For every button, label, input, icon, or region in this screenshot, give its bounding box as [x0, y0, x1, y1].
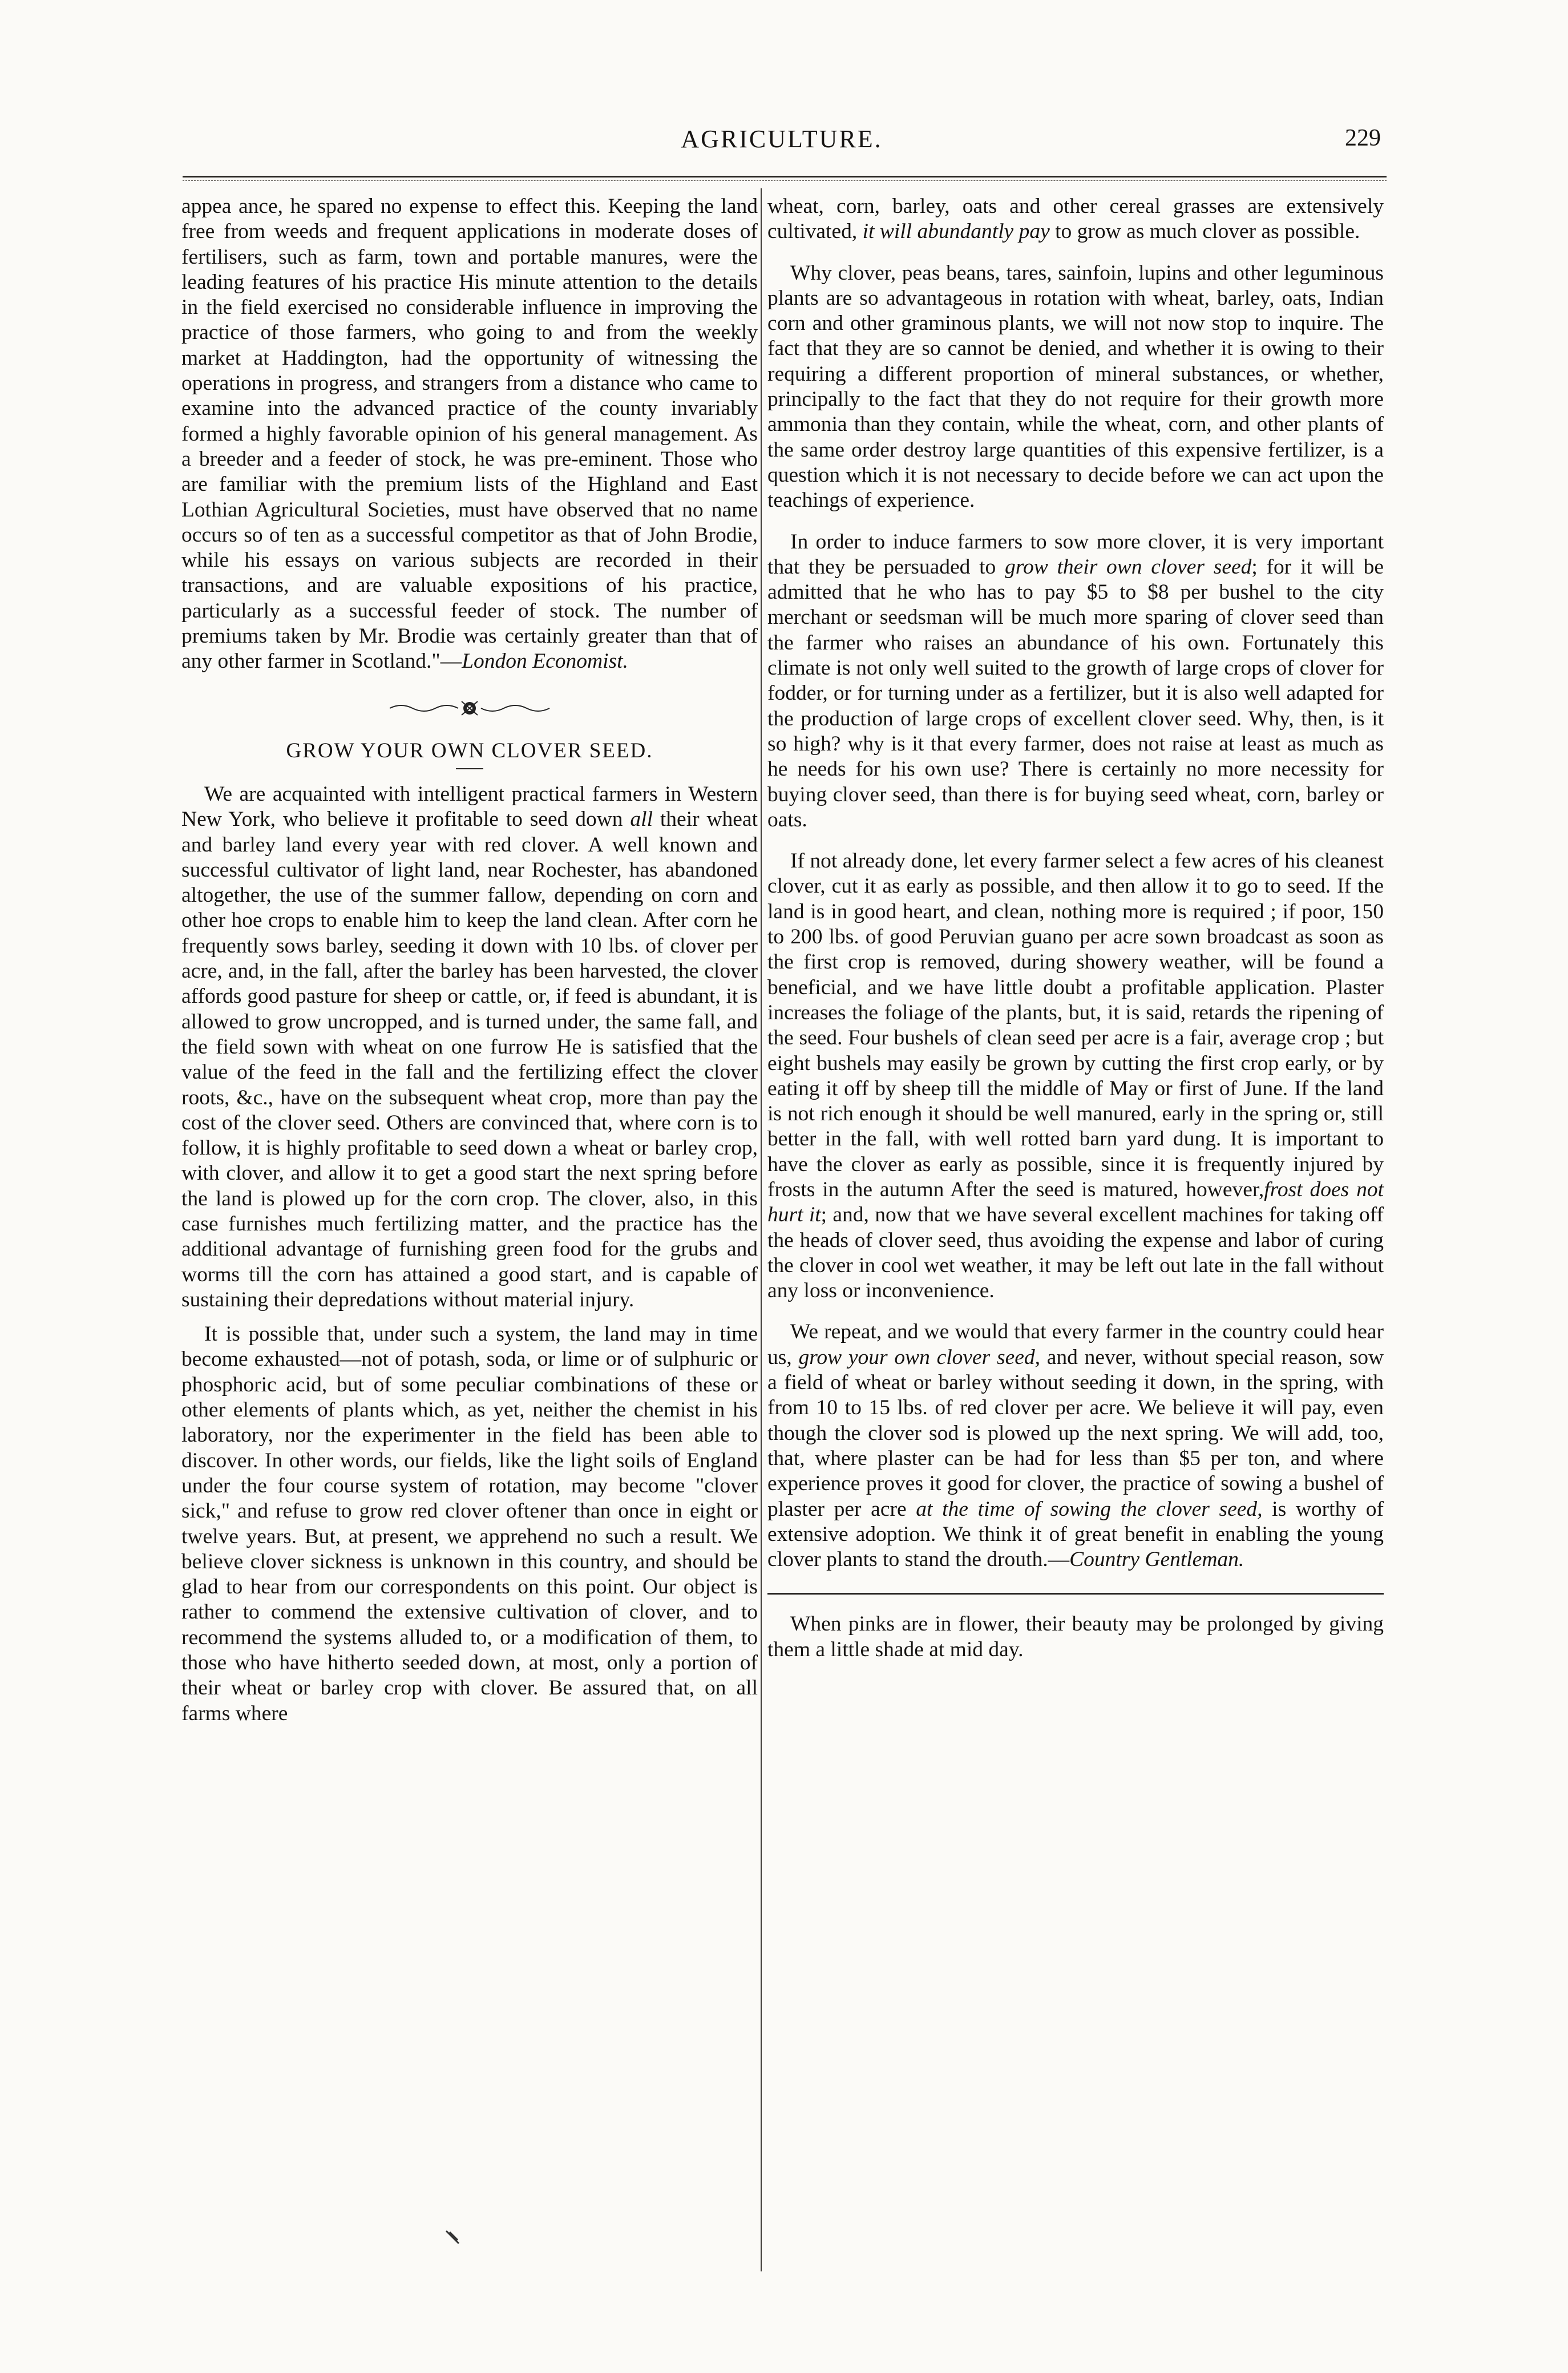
source-credit: London Economist. — [462, 649, 628, 673]
continuation-text: appea ance, he spared no expense to effect this. Keeping the land free from weeds and frequent applications in moderate doses of fertilisers, such as farm, town and portable manures, were the leading features of his practice His minute attention to the details in the field exercised no considerable influence in improving the practice of those farmers, who going to and from the weekly market at Haddington, had the opportunity of witnessing the operations in progress, and strangers from a distance who came to examine into the advanced practice of the county invariably formed a highly favorable opinion of his general management. As a breeder and a feeder of stock, he was pre-eminent. Those who are familiar with the premium lists of the Highland and East Lothian Agricultural Societies, must have observed that no name occurs so of ten as a successful competitor as that of John Brodie, while his essays on various subjects are recorded in their transactions, and are valuable expositions of his practice, particularly as a successful feeder of stock. The number of premiums taken by Mr. Brodie was certainly greater than that of any other farmer in Scotland."— — [181, 195, 758, 673]
emphasis-text: grow their own clover seed — [1005, 555, 1252, 579]
column-divider — [761, 188, 762, 2271]
paragraph-text: If not already done, let every farmer select a few acres of his cleanest clover, cut it as early as possible, and then allow it to go to seed. If the land is in good heart, and clean, nothing more is required ; if poor, 150 to 200 lbs. of good Peruvian guano per acre sown broadcast as soon as the first crop is removed, during showery weather, will be found a beneficial, and we have little doubt a profitable application. Plaster increases the foliage of the plants, but, it is said, retards the ripening of the seed. Four bushels of clean seed per acre is a fair, average crop ; but eight bushels may easily be grown by cutting the first crop early, or by eating it off by sheep till the middle of May or first of June. If the land is not rich enough it should be well manured, early in the spring or, still better in the fall, with well rotted barn yard dung. It is important to have the clover as early as possible, since it is frequently injured by frosts in the autumn After the seed is matured, however, — [767, 849, 1384, 1201]
article-paragraph — [181, 782, 758, 1313]
paragraph-text: wheat, corn, barley, oats and other cereal grasses are extensively cultivated, — [767, 195, 1384, 244]
emphasis-text: frost does not hurt it — [767, 1177, 1384, 1227]
article-end-rule — [767, 1593, 1384, 1595]
printers-mark-icon — [444, 2229, 461, 2246]
article-paragraph — [767, 261, 1384, 514]
left-column — [181, 194, 758, 1736]
right-column — [767, 194, 1384, 1672]
emphasis-text: all — [630, 808, 653, 832]
article-continuation-paragraph — [181, 194, 758, 675]
source-credit: Country Gentleman. — [1069, 1548, 1244, 1572]
article-paragraph — [767, 194, 1384, 245]
title-dash — [456, 768, 483, 769]
article-paragraph — [181, 1322, 758, 1726]
paragraph-text: to grow as much clover as possible. — [1055, 220, 1360, 244]
ornament-flourish-icon — [384, 697, 555, 720]
paragraph-text: ; for it will be admitted that he who has to pay $5 to $8 per bushel to the city merchant or seedsman will be much more sparing of clover seed than the farmer who raises an abundance of his own. Fortunately this climate is not only well suited to the growth of large crops of clover for fodder, or for turning under as a fertilizer, but it is also well adapted for the production of large crops of excellent clover seed. Why, then, is it so high? why is it that every farmer, does not raise at least as much as he needs for his own use? There is certainly no more necessity for buying clover seed, than there is for buying seed wheat, corn, barley or oats. — [767, 555, 1384, 832]
paragraph-text: and never, without special reason, sow a field of wheat or barley without seeding it down, in the spring, with from 10 to 15 lbs. of red clover per acre. We believe it will pay, even though the clover sod is plowed up the next spring. We will add, too, that, where plaster can be had for less than $5 per ton, and where experience proves it good for clover, the practice of sowing a bushel of plaster per acre — [767, 1345, 1384, 1521]
paragraph-text: their wheat and barley land every year with red clover. A well known and successful cultivator of light land, near Rochester, has abandoned altogether, the use of the summer fallow, depending on corn and other hoe crops to enable him to keep the land clean. After corn he frequently sows barley, seeding it down with 10 lbs. of clover per acre, and, in the fall, after the barley has been harvested, the clover affords good pasture for sheep or cattle, or, if feed is abundant, it is allowed to grow uncropped, and is turned under, the same fall, and the field sown with wheat on one furrow He is satisfied that the value of the feed in the fall and the fertilizing effect the clover roots, &c., have on the subsequent wheat crop, more than pay the cost of the clover seed. Others are convinced that, where corn is to follow, it is highly profitable to seed down a wheat or barley crop, with clover, and allow it to get a good start the next spring before the land is plowed up for the corn crop. The clover, also, in this case furnishes much fertilizing matter, and the practice has the additional advantage of furnishing green food for the grubs and worms till the corn has attained a good start, and is capable of sustaining their depredations without material injury. — [181, 808, 758, 1311]
running-title: AGRICULTURE. — [681, 125, 883, 153]
emphasis-text: it will abundantly pay — [862, 220, 1050, 244]
running-head — [0, 124, 1568, 164]
article-paragraph — [767, 530, 1384, 833]
paragraph-text: It is possible that, under such a system, the land may in time become exhausted—not of potash, soda, or lime or of sulphuric or phosphoric acid, but of some peculiar combinations of these or other elements of plants which, as yet, neither the chemist in his laboratory, nor the experimenter in the field has been able to discover. In other words, our fields, like the light soils of England under the four course system of rotation, may become "clover sick," and refuse to grow red clover oftener than once in eight or twelve years. But, at present, we apprehend no such a result. We believe clover sickness is unknown in this country, and should be glad to hear from our correspondents on this point. Our object is rather to commend the extensive cultivation of clover, and to recommend the systems alluded to, or a modification of them, to those who have hitherto seeded down, at most, only a portion of their wheat or barley crop with clover. Be assured that, on all farms where — [181, 1322, 758, 1725]
paragraph-text: ; and, now that we have several excellent machines for taking off the heads of clover seed, thus avoiding the expense and labor of curing the clover in cool wet weather, it may be left out late in the fall without any loss or inconvenience. — [767, 1203, 1384, 1303]
article-paragraph — [767, 849, 1384, 1303]
emphasis-text: at the time of sowing the clover seed, — [916, 1497, 1263, 1521]
paragraph-text: When pinks are in flower, their beauty may be prolonged by giving them a little shade at mid day. — [767, 1612, 1384, 1661]
paragraph-text: We are acquainted with intelligent practical farmers in Western New York, who believe it profitable to seed down — [181, 782, 758, 832]
paragraph-text: Why clover, peas beans, tares, sainfoin, lupins and other leguminous plants are so advantageous in rotation with wheat, barley, oats, Indian corn and other graminous plants, we will not now stop to inquire. The fact that they are so cannot be denied, and whether it is owing to their requiring a different proportion of mineral substances, or whether, principally to the fact that they do not require for their growth more ammonia than they contain, while the wheat, corn, and other plants of the same order destroy large quantities of this expensive fertilizer, is a question which it is not necessary to decide before we can act upon the teachings of experience. — [767, 261, 1384, 512]
paragraph-text: We repeat, and we would that every farmer in the country could hear us, — [767, 1320, 1384, 1369]
header-rule — [183, 176, 1387, 177]
paragraph-text: is worthy of extensive adoption. We think it of great benefit in enabling the young clover plants to stand the drouth.— — [767, 1497, 1384, 1572]
filler-paragraph — [767, 1612, 1384, 1662]
header-rule-secondary — [183, 180, 1387, 181]
emphasis-text: grow your own clover seed, — [798, 1345, 1041, 1369]
article-title: GROW YOUR OWN CLOVER SEED. — [286, 738, 653, 762]
article-paragraph — [767, 1319, 1384, 1572]
page-number: 229 — [1345, 125, 1381, 151]
section-ornament — [181, 688, 758, 728]
paragraph-text: In order to induce farmers to sow more clover, it is very important that they be persuaded to — [767, 530, 1384, 579]
